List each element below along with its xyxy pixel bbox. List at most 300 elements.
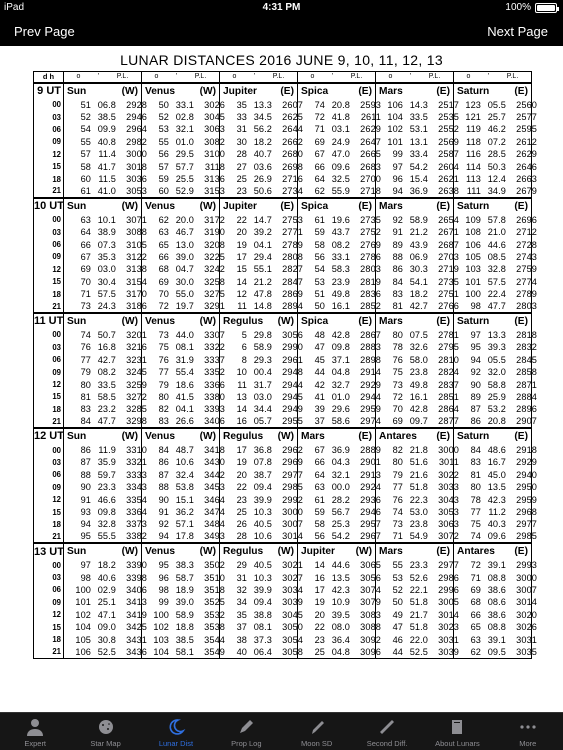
minutes-value: 54.1 — [409, 276, 428, 287]
pl-value: 2945 — [282, 391, 303, 402]
minutes-value: 29.4 — [253, 251, 272, 262]
degrees-value: 62 — [314, 185, 325, 196]
distance-cell — [298, 99, 381, 111]
distance-cell — [454, 469, 537, 481]
degrees-value: 119 — [466, 124, 481, 135]
pl-value: 2928 — [126, 99, 147, 110]
minutes-value: 06.9 — [409, 251, 428, 262]
minutes-value: 09.8 — [331, 342, 350, 353]
table-row — [34, 506, 532, 518]
minutes-value: 01.0 — [175, 136, 194, 147]
table-row — [34, 300, 532, 312]
lunar-distance-table — [33, 71, 537, 659]
body-name: Mars — [379, 85, 403, 97]
distance-cell — [454, 366, 537, 378]
pl-value: 3014 — [438, 609, 459, 620]
pl-value: 3382 — [126, 531, 147, 542]
minutes-value: 31.7 — [253, 379, 272, 390]
degrees-value: 101 — [465, 276, 481, 287]
pl-value: 2774 — [516, 276, 537, 287]
distance-cell — [64, 403, 147, 415]
distance-cell — [298, 415, 381, 427]
pl-value: 2629 — [360, 124, 381, 135]
degrees-value: 59 — [158, 174, 169, 185]
body-direction: (W) — [199, 200, 216, 212]
pl-value: 3074 — [360, 584, 381, 595]
body-direction: (E) — [514, 200, 528, 212]
degrees-value: 71 — [80, 289, 91, 300]
almanac-page[interactable] — [0, 46, 563, 712]
degrees-value: 84 — [392, 276, 403, 287]
body-name: Saturn — [457, 430, 490, 442]
distance-cell — [64, 185, 147, 197]
degrees-value: 73 — [392, 519, 403, 530]
body-name: Mars — [301, 430, 325, 442]
hour-label: 18 — [34, 518, 64, 530]
table-row — [34, 444, 532, 456]
degrees-value: 91 — [80, 494, 91, 505]
distance-cell — [454, 481, 537, 493]
pl-value: 2946 — [126, 112, 147, 123]
column-units-header: o ' P.L. — [298, 72, 376, 83]
minutes-value: 32.7 — [331, 379, 350, 390]
distance-cell — [298, 288, 381, 300]
degrees-value: 72 — [392, 391, 403, 402]
minutes-value: 23.3 — [97, 482, 116, 493]
minutes-value: 48.6 — [487, 445, 506, 456]
degrees-value: 61 — [314, 214, 325, 225]
minutes-value: 40.3 — [487, 519, 506, 530]
degrees-value: 61 — [80, 185, 91, 196]
pl-value: 3014 — [516, 597, 537, 608]
distance-cell — [376, 366, 459, 378]
degrees-value: 8 — [241, 354, 247, 365]
distance-cell — [142, 366, 225, 378]
minutes-value: 14.3 — [409, 99, 428, 110]
degrees-value: 64 — [80, 227, 91, 238]
degrees-value: 58 — [314, 519, 325, 530]
minutes-value: 32.8 — [97, 519, 116, 530]
degrees-value: 46 — [392, 634, 403, 645]
degrees-value: 69 — [470, 584, 481, 595]
pl-value: 3419 — [126, 609, 147, 620]
degrees-value: 70 — [80, 276, 91, 287]
pl-value: 2712 — [516, 227, 537, 238]
degrees-value: 104 — [387, 112, 403, 123]
degrees-value: 61 — [314, 494, 325, 505]
degrees-value: 87 — [470, 404, 481, 415]
pl-value: 2781 — [438, 329, 459, 340]
degrees-value: 50 — [392, 597, 403, 608]
minutes-value: 06.8 — [97, 99, 116, 110]
distance-cell — [376, 288, 459, 300]
body-header — [220, 83, 298, 99]
pl-value: 2944 — [282, 379, 303, 390]
table-row — [34, 111, 532, 123]
pl-value: 3031 — [438, 634, 459, 645]
degrees-value: 80 — [392, 457, 403, 468]
degrees-value: 66 — [314, 161, 325, 172]
degrees-value: 55 — [392, 560, 403, 571]
pl-value: 3045 — [282, 609, 303, 620]
minutes-value: 21.7 — [409, 609, 428, 620]
distance-cell — [142, 136, 225, 148]
distance-cell — [298, 646, 381, 658]
body-direction: (W) — [121, 85, 138, 97]
pl-value: 2948 — [282, 367, 303, 378]
minutes-value: 58.9 — [253, 342, 272, 353]
distance-cell — [376, 123, 459, 135]
pl-value: 3373 — [126, 519, 147, 530]
pl-value: 3245 — [126, 367, 147, 378]
distance-cell — [376, 559, 459, 571]
body-name: Mars — [379, 546, 403, 557]
minutes-value: 23.8 — [409, 367, 428, 378]
distance-cell — [454, 185, 537, 197]
minutes-value: 42.3 — [331, 584, 350, 595]
distance-cell — [220, 378, 303, 390]
minutes-value: 33.4 — [409, 149, 428, 160]
body-header — [298, 543, 376, 559]
pl-value: 2993 — [516, 560, 537, 571]
body-direction: (E) — [436, 200, 450, 212]
minutes-value: 39.5 — [331, 609, 350, 620]
hour-label: 00 — [34, 99, 64, 111]
body-header — [376, 313, 454, 329]
distance-cell — [376, 633, 459, 645]
prev-page-button[interactable]: Prev Page — [14, 24, 75, 39]
minutes-value: 57.8 — [487, 214, 506, 225]
degrees-value: 32 — [236, 584, 247, 595]
table-row — [34, 391, 532, 403]
hour-label: 12 — [34, 609, 64, 621]
degrees-value: 89 — [470, 391, 481, 402]
pl-value: 3170 — [126, 289, 147, 300]
degrees-value: 66 — [158, 251, 169, 262]
table-row — [34, 596, 532, 608]
distance-cell — [298, 173, 381, 185]
degrees-value: 11 — [237, 301, 247, 312]
minutes-value: 44.6 — [487, 239, 506, 250]
pl-value: 2718 — [360, 185, 381, 196]
minutes-value: 30.8 — [97, 634, 116, 645]
pl-value: 3072 — [438, 531, 459, 542]
pl-value: 2959 — [360, 404, 381, 415]
tab-more[interactable] — [493, 713, 563, 750]
minutes-value: 36.8 — [253, 445, 272, 456]
pl-value: 3510 — [204, 572, 225, 583]
body-direction: (W) — [199, 546, 216, 557]
pl-value: 2977 — [516, 519, 537, 530]
degrees-value: 105 — [465, 251, 481, 262]
pl-value: 2969 — [282, 457, 303, 468]
hour-label: 21 — [34, 300, 64, 312]
minutes-value: 10.1 — [97, 214, 116, 225]
minutes-value: 36.2 — [175, 507, 194, 518]
pl-value: 3026 — [516, 622, 537, 633]
distance-cell — [220, 469, 303, 481]
pl-value: 2810 — [438, 354, 459, 365]
pl-value: 3231 — [126, 354, 147, 365]
distance-cell — [64, 531, 147, 543]
distance-cell — [64, 481, 147, 493]
degrees-value: 53 — [158, 124, 169, 135]
distance-cell — [454, 391, 537, 403]
carrier-label: iPad — [4, 2, 25, 13]
minutes-value: 09.6 — [487, 531, 506, 542]
minutes-value: 11.2 — [488, 507, 506, 518]
table-row — [34, 609, 532, 621]
tab-moon-sd[interactable] — [282, 713, 352, 750]
minutes-value: 07.8 — [253, 457, 272, 468]
degrees-value: 79 — [80, 367, 91, 378]
minutes-value: 34.4 — [253, 404, 272, 415]
distance-cell — [220, 444, 303, 456]
pl-value: 3063 — [204, 124, 225, 135]
tab-lunar-dist[interactable] — [141, 713, 211, 750]
tab-second-diff[interactable] — [352, 713, 422, 750]
distance-cell — [298, 403, 381, 415]
pl-value: 3036 — [126, 174, 147, 185]
table-row — [34, 493, 532, 505]
distance-cell — [64, 136, 147, 148]
degrees-value: 72 — [314, 112, 325, 123]
degrees-value: 94 — [158, 531, 169, 542]
distance-cell — [142, 329, 225, 341]
minutes-value: 52.5 — [97, 646, 116, 657]
pl-value: 2955 — [282, 416, 303, 427]
distance-cell — [64, 456, 147, 468]
pl-value: 2877 — [438, 416, 459, 427]
body-direction: (E) — [280, 85, 294, 97]
degrees-value: 10 — [236, 367, 247, 378]
distance-cell — [142, 111, 225, 123]
distance-cell — [220, 238, 303, 250]
degrees-value: 121 — [465, 112, 481, 123]
degrees-value: 67 — [314, 445, 325, 456]
body-name: Saturn — [457, 200, 490, 212]
minutes-value: 51.8 — [409, 482, 428, 493]
table-row — [34, 646, 532, 658]
minutes-value: 37.1 — [331, 354, 350, 365]
distance-cell — [142, 341, 225, 353]
degrees-value: 97 — [392, 161, 403, 172]
distance-cell — [454, 571, 537, 583]
distance-cell — [298, 506, 381, 518]
distance-cell — [454, 99, 537, 111]
degrees-value: 86 — [470, 416, 481, 427]
degrees-value: 38 — [236, 634, 247, 645]
degrees-value: 70 — [392, 404, 403, 415]
pl-value: 2824 — [438, 367, 459, 378]
distance-cell — [64, 354, 147, 366]
degrees-value: 6 — [241, 342, 247, 353]
minutes-value: 40.6 — [97, 572, 116, 583]
distance-cell — [376, 238, 459, 250]
degrees-value: 98 — [158, 584, 169, 595]
hour-label: 00 — [34, 559, 64, 571]
pl-value: 2907 — [516, 416, 537, 427]
distance-cell — [298, 571, 381, 583]
degrees-value: 87 — [80, 457, 91, 468]
minutes-value: 26.6 — [175, 416, 194, 427]
pl-value: 3413 — [126, 597, 147, 608]
minutes-value: 11.4 — [98, 149, 116, 160]
degrees-value: 113 — [466, 174, 481, 185]
degrees-value: 22 — [236, 482, 247, 493]
pl-value: 3430 — [204, 457, 225, 468]
pl-value: 2940 — [516, 469, 537, 480]
pl-value: 3406 — [204, 416, 225, 427]
tab-label: More — [519, 739, 537, 748]
degrees-value: 102 — [75, 609, 91, 620]
tab-star-map[interactable] — [70, 713, 140, 750]
pl-value: 3354 — [126, 494, 147, 505]
degrees-value: 98 — [80, 572, 91, 583]
degrees-value: 62 — [470, 646, 481, 657]
degrees-value: 56 — [314, 531, 325, 542]
degrees-value: 11 — [237, 379, 247, 390]
minutes-value: 05.5 — [487, 354, 506, 365]
hour-label: 12 — [34, 263, 64, 275]
degrees-value: 103 — [153, 634, 169, 645]
distance-cell — [142, 518, 225, 530]
body-header — [376, 428, 454, 444]
table-row — [34, 621, 532, 633]
tab-expert[interactable] — [0, 713, 70, 750]
distance-cell — [220, 646, 303, 658]
tab-label: Prop Log — [231, 739, 262, 748]
degrees-value: 75 — [158, 342, 169, 353]
degrees-value: 27 — [236, 161, 247, 172]
distance-cell — [64, 214, 147, 226]
distance-cell — [220, 136, 303, 148]
degrees-value: 87 — [158, 469, 169, 480]
minutes-value: 56.2 — [253, 124, 272, 135]
distance-cell — [298, 609, 381, 621]
distance-cell — [298, 238, 381, 250]
tab-label: Star Map — [90, 739, 121, 748]
degrees-value: 15 — [236, 264, 247, 275]
distance-cell — [64, 366, 147, 378]
minutes-value: 42.7 — [97, 354, 116, 365]
minutes-value: 44.6 — [331, 560, 350, 571]
minutes-value: 01.0 — [331, 391, 350, 402]
pl-value: 3272 — [126, 391, 147, 402]
degrees-value: 42 — [314, 379, 325, 390]
distance-cell — [376, 456, 459, 468]
degrees-value: 86 — [392, 264, 403, 275]
distance-cell — [220, 481, 303, 493]
pl-value: 3011 — [438, 457, 459, 468]
distance-cell — [376, 136, 459, 148]
degrees-value: 62 — [158, 214, 169, 225]
degrees-value: 63 — [80, 214, 91, 225]
degrees-value: 109 — [465, 214, 481, 225]
minutes-value: 39.0 — [175, 251, 194, 262]
minutes-value: 47.7 — [487, 301, 506, 312]
degrees-value: 64 — [314, 174, 325, 185]
minutes-value: 18.2 — [97, 560, 116, 571]
degrees-value: 75 — [470, 519, 481, 530]
pl-value: 2968 — [516, 507, 537, 518]
minutes-value: 55.9 — [331, 185, 350, 196]
tab-about-lunars[interactable] — [422, 713, 492, 750]
pl-value: 3201 — [126, 329, 147, 340]
table-row — [34, 415, 532, 427]
minutes-value: 15.1 — [175, 494, 194, 505]
pl-value: 3380 — [204, 391, 225, 402]
minutes-value: 31.9 — [175, 354, 194, 365]
pl-value: 2604 — [438, 161, 459, 172]
distance-cell — [298, 123, 381, 135]
distance-cell — [142, 263, 225, 275]
tab-label: About Lunars — [435, 739, 480, 748]
degrees-value: 19 — [236, 457, 247, 468]
minutes-value: 49.8 — [409, 379, 428, 390]
distance-cell — [142, 633, 225, 645]
distance-cell — [298, 481, 381, 493]
degrees-value: 100 — [75, 584, 91, 595]
next-page-button[interactable]: Next Page — [487, 24, 548, 39]
minutes-value: 08.8 — [487, 622, 506, 633]
degrees-value: 106 — [387, 99, 403, 110]
minutes-value: 08.1 — [175, 342, 194, 353]
distance-cell — [376, 354, 459, 366]
table-row — [34, 633, 532, 645]
pl-value: 3054 — [282, 634, 303, 645]
pl-value: 2654 — [438, 214, 459, 225]
degrees-value: 14 — [236, 276, 247, 287]
distance-cell — [64, 469, 147, 481]
pl-value: 3000 — [438, 445, 459, 456]
body-name: Spica — [301, 315, 329, 327]
body-header — [64, 428, 142, 444]
degrees-value: 100 — [153, 609, 169, 620]
pl-value: 2703 — [438, 251, 459, 262]
pl-value: 2803 — [360, 264, 381, 275]
body-header — [220, 313, 298, 329]
minutes-value: 42.7 — [409, 301, 428, 312]
pl-value: 2696 — [516, 214, 537, 225]
distance-cell — [376, 584, 459, 596]
hour-label: 06 — [34, 584, 64, 596]
minutes-value: 33.1 — [175, 99, 194, 110]
pl-value: 3333 — [126, 469, 147, 480]
tab-prop-log[interactable] — [211, 713, 281, 750]
distance-cell — [220, 276, 303, 288]
body-name: Mars — [379, 200, 403, 212]
day-header-row — [34, 428, 532, 444]
minutes-value: 04.3 — [331, 457, 350, 468]
pl-value: 2959 — [516, 494, 537, 505]
minutes-value: 42.8 — [409, 404, 428, 415]
minutes-value: 40.8 — [97, 136, 116, 147]
minutes-value: 02.8 — [175, 112, 194, 123]
distance-cell — [298, 531, 381, 543]
distance-cell — [454, 596, 537, 608]
minutes-value: 54.9 — [409, 531, 428, 542]
body-name: Spica — [301, 85, 329, 97]
pl-value: 2611 — [360, 112, 381, 123]
hour-label: 09 — [34, 596, 64, 608]
pl-value: 3436 — [126, 646, 147, 657]
person-icon — [25, 717, 45, 737]
body-direction: (E) — [436, 430, 450, 442]
degrees-value: 33 — [236, 112, 247, 123]
pl-value: 3425 — [126, 622, 147, 633]
minutes-value: 10.3 — [253, 507, 272, 518]
